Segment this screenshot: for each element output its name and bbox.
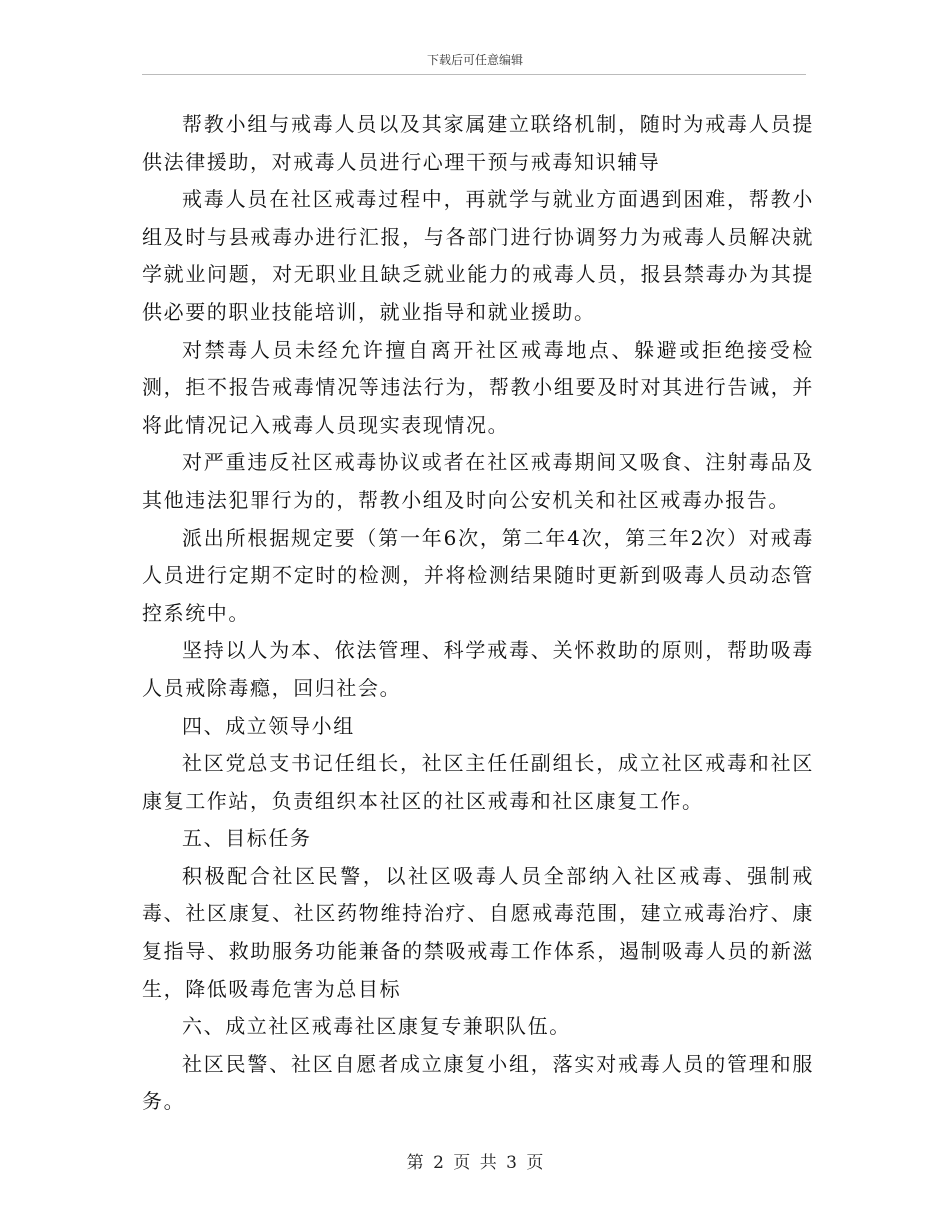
- paragraph: 派出所根据规定要（第一年6次，第二年4次，第三年2次）对戒毒人员进行定期不定时的检测，并将检测结果随时更新到吸毒人员动态管控系统中。: [142, 525, 814, 625]
- paragraph: 社区民警、社区自愿者成立康复小组，落实对戒毒人员的管理和服务。: [142, 1051, 814, 1114]
- paragraph: 对禁毒人员未经允许擅自离开社区戒毒地点、躲避或拒绝接受检测，拒不报告戒毒情况等违法行为，帮教小组要及时对其进行告诫，并将此情况记入戒毒人员现实表现情况。: [142, 337, 814, 437]
- document-body: [142, 106, 814, 1121]
- paragraph: 戒毒人员在社区戒毒过程中，再就学与就业方面遇到困难，帮教小组及时与县戒毒办进行汇报，与各部门进行协调努力为戒毒人员解决就学就业问题，对无职业且缺乏就业能力的戒毒人员，报县禁毒办为其提供必要的职业技能培训，就业指导和就业援助。: [142, 187, 814, 324]
- paragraph: 社区党总支书记任组长，社区主任任副组长，成立社区戒毒和社区康复工作站，负责组织本社区的社区戒毒和社区康复工作。: [142, 751, 814, 813]
- section-heading: 五、目标任务: [182, 826, 312, 851]
- paragraph: 坚持以人为本、依法管理、科学戒毒、关怀救助的原则，帮助吸毒人员戒除毒瘾，回归社会。: [142, 638, 814, 700]
- paragraph: 帮教小组与戒毒人员以及其家属建立联络机制，随时为戒毒人员提供法律援助，对戒毒人员进行心理干预与戒毒知识辅导: [142, 112, 814, 174]
- page-header: 下载后可任意编辑: [426, 53, 523, 67]
- paragraph: 积极配合社区民警，以社区吸毒人员全部纳入社区戒毒、强制戒毒、社区康复、社区药物维持治疗、自愿戒毒范围，建立戒毒治疗、康复指导、救助服务功能兼备的禁吸戒毒工作体系，遏制吸毒人员的新滋生，降低吸毒危害为总目标: [142, 863, 814, 1001]
- page-number: 第 2 页 共 3 页: [406, 1153, 544, 1173]
- section-heading: 六、成立社区戒毒社区康复专兼职队伍。: [182, 1014, 571, 1039]
- header-divider: [142, 74, 806, 75]
- section-heading: 四、成立领导小组: [182, 713, 355, 738]
- paragraph: 对严重违反社区戒毒协议或者在社区戒毒期间又吸食、注射毒品及其他违法犯罪行为的，帮教小组及时向公安机关和社区戒毒办报告。: [142, 450, 814, 512]
